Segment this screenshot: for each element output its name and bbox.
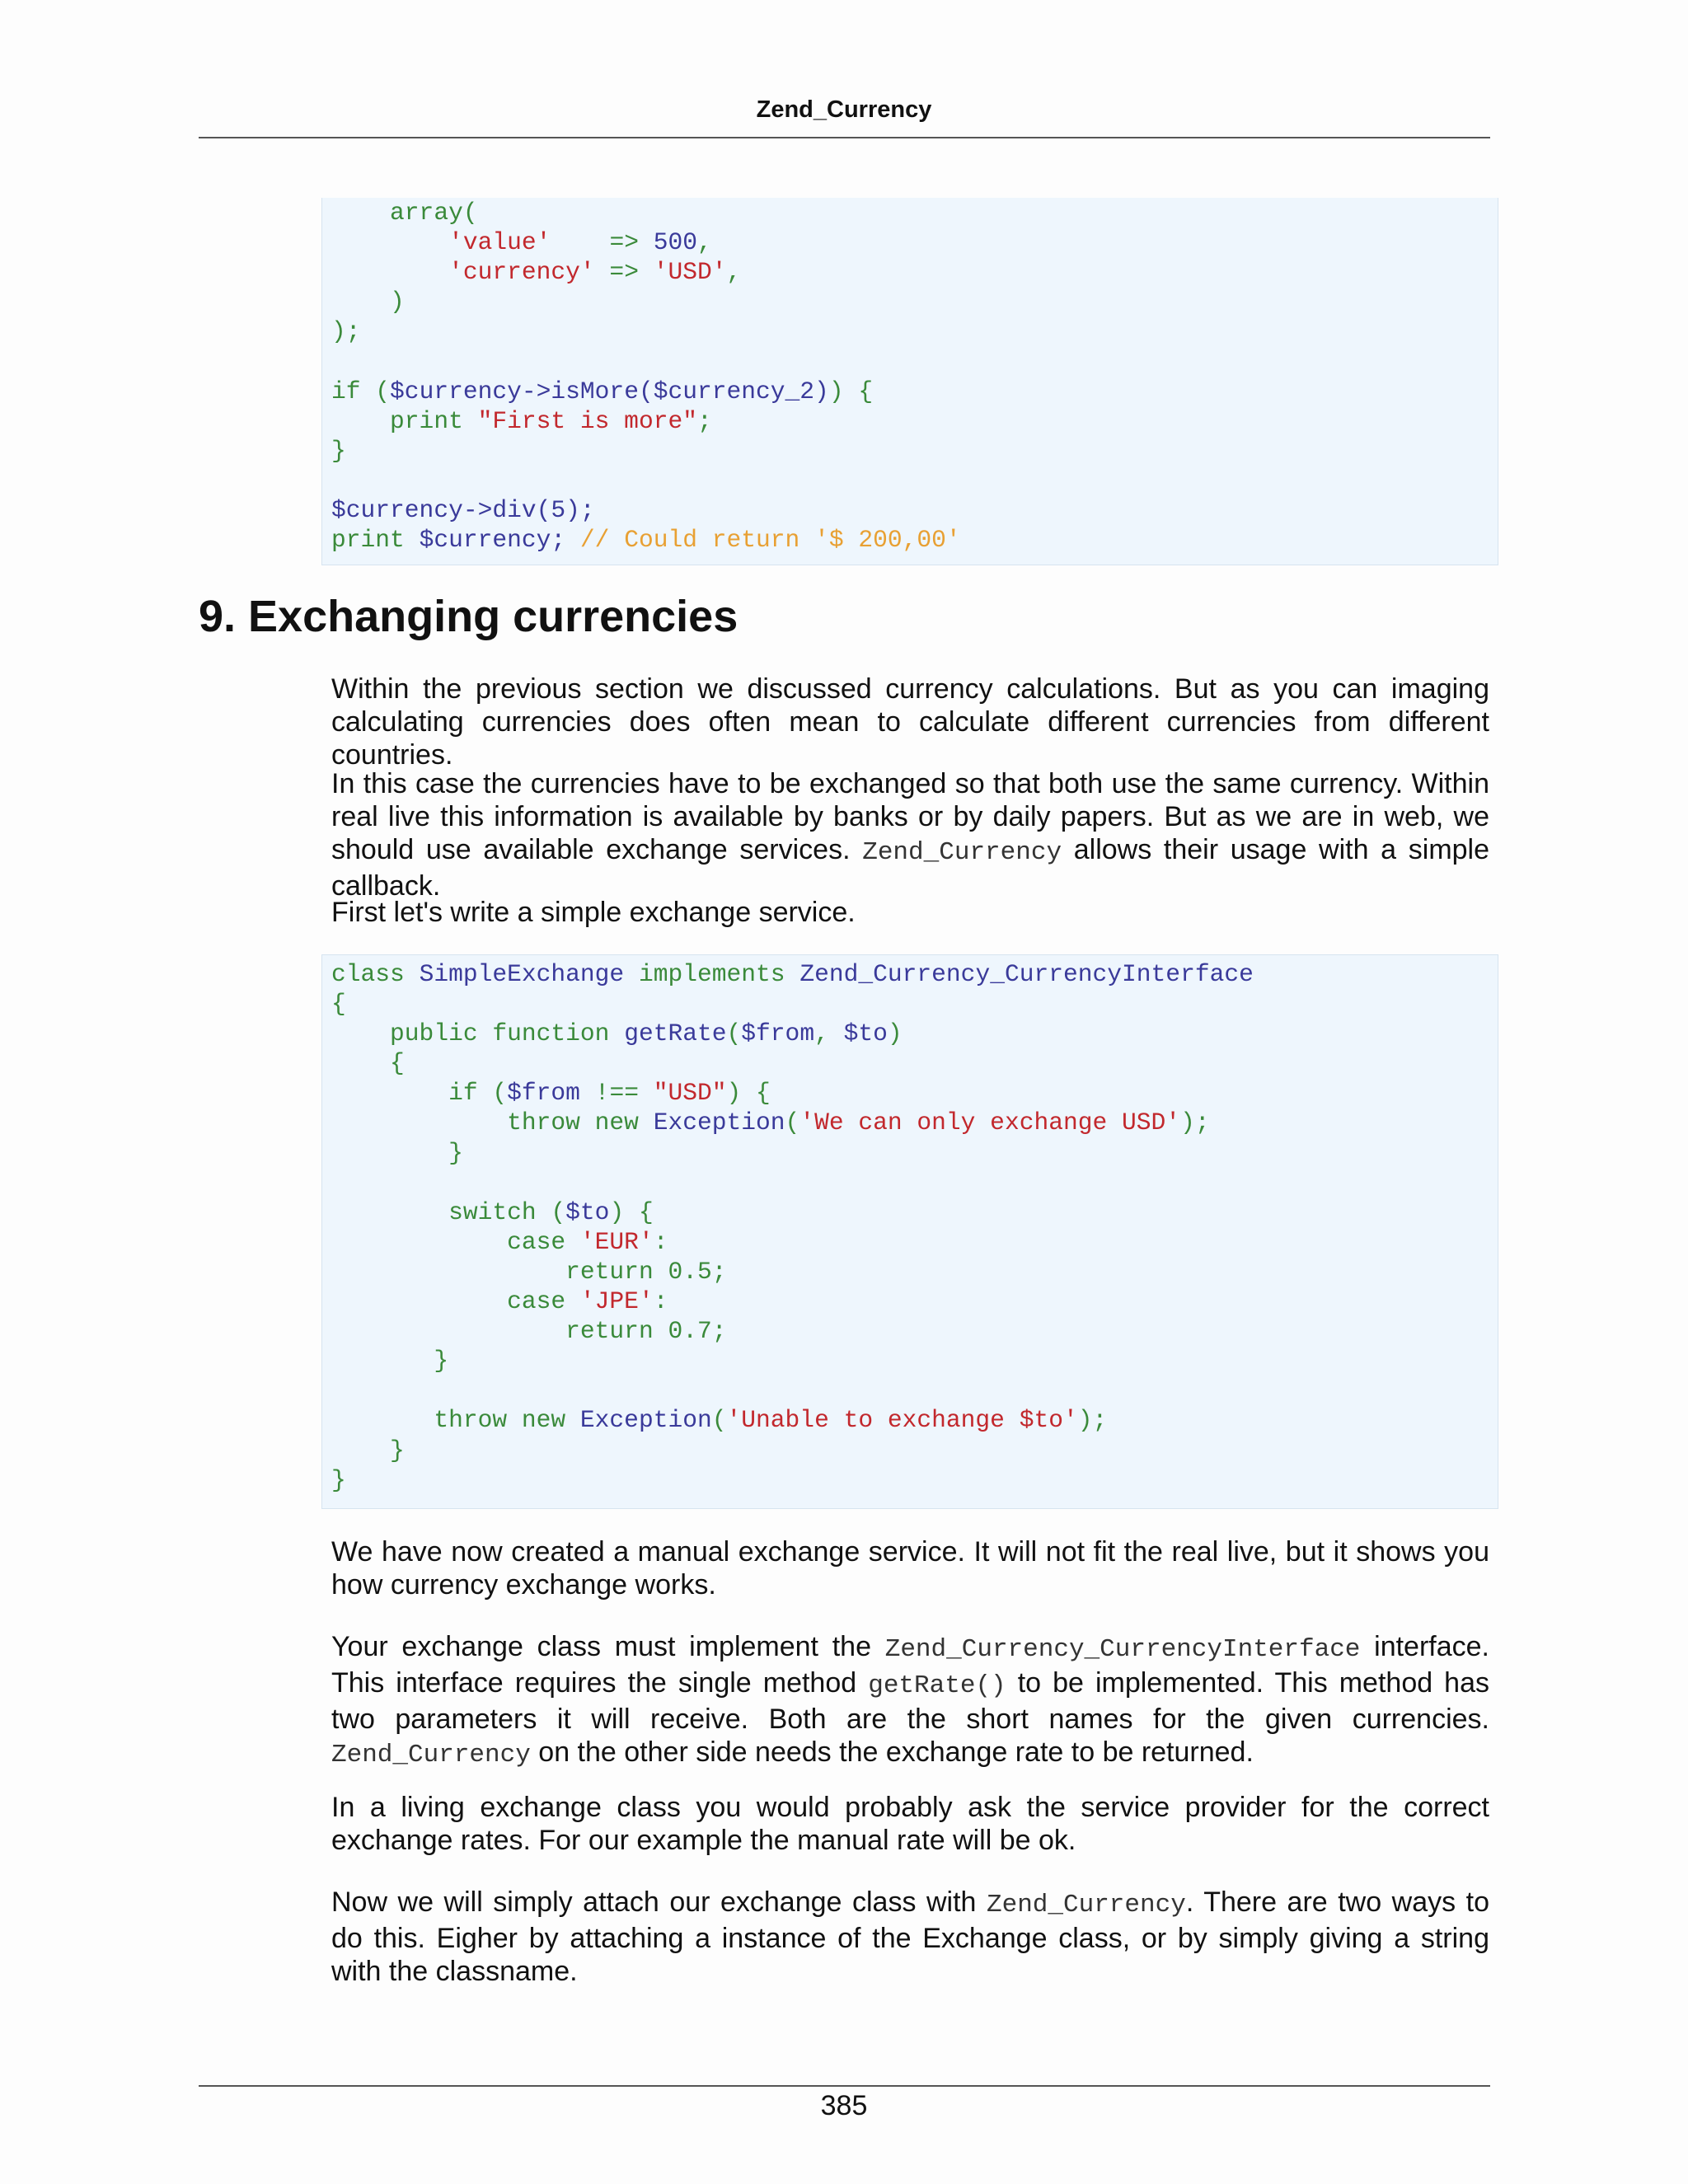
code-keyword: class — [331, 960, 420, 988]
code-keyword: print — [331, 406, 478, 435]
paragraph-text: . There are two ways to do this. Eigher by attaching a instance of the Exchange class, or by simply giving a string with the classname. — [331, 1886, 1490, 1987]
code-variable: $from — [741, 1019, 815, 1048]
paragraph: Within the previous section we discussed currency calculations. But as you can imaging calculating currencies does often mean to calculate different currencies from different countries. — [331, 673, 1489, 771]
paragraph: In a living exchange class you would probably ask the service provider for the correct exchange rates. For our example the manual rate will be ok. — [331, 1792, 1489, 1856]
code-number: 500 — [653, 228, 698, 257]
inline-code: Zend_Currency — [986, 1891, 1186, 1919]
code-text: ) { — [828, 377, 874, 405]
code-keyword: case — [331, 1227, 580, 1256]
code-string: 'JPE' — [579, 1287, 654, 1316]
code-class-name: Zend_Currency_CurrencyInterface — [799, 960, 1254, 988]
paragraph-text: allows their usage with a simple callback. — [331, 834, 1490, 902]
paragraph-text: Now we will simply attach our exchange class with — [331, 1886, 977, 1918]
code-text: } — [331, 1465, 346, 1494]
code-listing: array( 'value' => 500, 'currency' => 'USD', ) ); if ($currency->isMore($currency_2)) { print "First is more"; } $currency->div(5); print $currency; // Could return '$ 200,00' — [331, 199, 961, 555]
running-header-title: Zend_Currency — [756, 96, 932, 123]
code-keyword: throw new — [331, 1406, 580, 1435]
paragraph-text: to be implemented. This method has two parameters it will receive. Both are the short names for the given currencies. — [331, 1667, 1489, 1735]
code-class-name: Exception — [579, 1406, 712, 1435]
code-keyword: public function — [331, 1019, 625, 1048]
code-text: } — [331, 436, 346, 465]
code-text: { — [331, 1049, 405, 1078]
code-keyword: case — [331, 1287, 580, 1316]
paragraph-text: Your exchange class must implement the — [331, 1631, 871, 1662]
code-keyword: return — [331, 1257, 668, 1286]
paragraph: We have now created a manual exchange service. It will not fit the real live, but it shows you how currency exchange works. — [331, 1536, 1489, 1601]
code-text: ) — [331, 288, 405, 316]
code-text: array( — [331, 199, 478, 227]
code-string: 'USD' — [653, 258, 727, 287]
code-variable: $to — [565, 1197, 610, 1226]
paragraph-text: on the other side needs the exchange rate to be returned. — [538, 1736, 1254, 1768]
code-keyword: return — [331, 1317, 668, 1346]
code-block-simple-exchange — [321, 954, 1498, 1509]
code-keyword: throw new — [331, 1108, 654, 1137]
code-variable: $from — [507, 1079, 580, 1108]
code-text: ) { — [726, 1079, 771, 1108]
code-text: } — [331, 1138, 463, 1167]
code-keyword: implements — [624, 960, 800, 988]
code-text: ( — [726, 1019, 742, 1048]
code-number: 0.5 — [668, 1257, 712, 1286]
code-block-continued — [321, 198, 1498, 565]
code-text: : — [653, 1287, 668, 1316]
footer-rule — [199, 2085, 1490, 2087]
code-text: ) { — [609, 1197, 654, 1226]
code-comment: // Could return '$ 200,00' — [579, 526, 961, 555]
code-keyword: if ( — [331, 377, 391, 405]
code-text: , — [814, 1019, 844, 1048]
code-keyword: if ( — [331, 1079, 508, 1108]
page-number: 385 — [820, 2090, 868, 2121]
paragraph — [331, 1630, 1489, 1772]
code-text: { — [331, 990, 346, 1019]
code-text: ; — [711, 1317, 727, 1346]
code-keyword: switch ( — [331, 1197, 566, 1226]
code-number: 0.7 — [668, 1317, 712, 1346]
paragraph — [331, 1886, 1489, 1988]
header-rule — [199, 137, 1490, 138]
code-class-name: SimpleExchange — [419, 960, 625, 988]
code-text: ); — [331, 317, 361, 346]
inline-code: Zend_Currency — [331, 1741, 531, 1769]
code-text: : — [653, 1227, 668, 1256]
section-heading: 9. Exchanging currencies — [199, 592, 738, 641]
code-operator: !== — [579, 1079, 654, 1108]
code-string: 'Unable to exchange $to' — [726, 1406, 1078, 1435]
code-text: ( — [785, 1108, 800, 1137]
code-string: "USD" — [653, 1079, 727, 1108]
code-keyword: print — [331, 526, 420, 555]
paragraph — [331, 767, 1489, 902]
code-text: => — [551, 228, 654, 257]
code-function-name: getRate — [624, 1019, 727, 1048]
code-text: ) — [887, 1019, 903, 1048]
paragraph: First let's write a simple exchange service. — [331, 897, 856, 928]
paragraph-text: In this case the currencies have to be exchanged so that both use the same currency. Within real live this information is available by banks or by daily papers. But as we are in web, we should use available exchange services. — [331, 768, 1489, 865]
code-string: "First is more" — [477, 406, 697, 435]
code-text: ; — [711, 1257, 727, 1286]
inline-code: getRate() — [868, 1671, 1006, 1700]
code-text: } — [331, 1436, 405, 1465]
code-text: ); — [1180, 1108, 1210, 1137]
code-string: 'value' — [448, 228, 551, 257]
code-text: } — [331, 1347, 449, 1376]
code-text: ); — [1077, 1406, 1108, 1435]
inline-code: Zend_Currency_CurrencyInterface — [884, 1635, 1361, 1664]
code-variable: $to — [843, 1019, 888, 1048]
code-text: ( — [711, 1406, 727, 1435]
code-text: => — [594, 258, 654, 287]
code-string: 'currency' — [448, 258, 595, 287]
code-variable: $currency->div(5); — [331, 495, 595, 524]
code-listing — [331, 959, 1254, 1495]
code-class-name: Exception — [653, 1108, 785, 1137]
code-string: 'We can only exchange USD' — [799, 1108, 1181, 1137]
code-variable: $currency; — [419, 526, 566, 555]
code-variable: $currency->isMore($currency_2) — [390, 377, 829, 405]
paragraph-text: interface. This interface requires the single method — [331, 1631, 1489, 1699]
inline-code: Zend_Currency — [862, 838, 1062, 867]
code-string: 'EUR' — [579, 1227, 654, 1256]
